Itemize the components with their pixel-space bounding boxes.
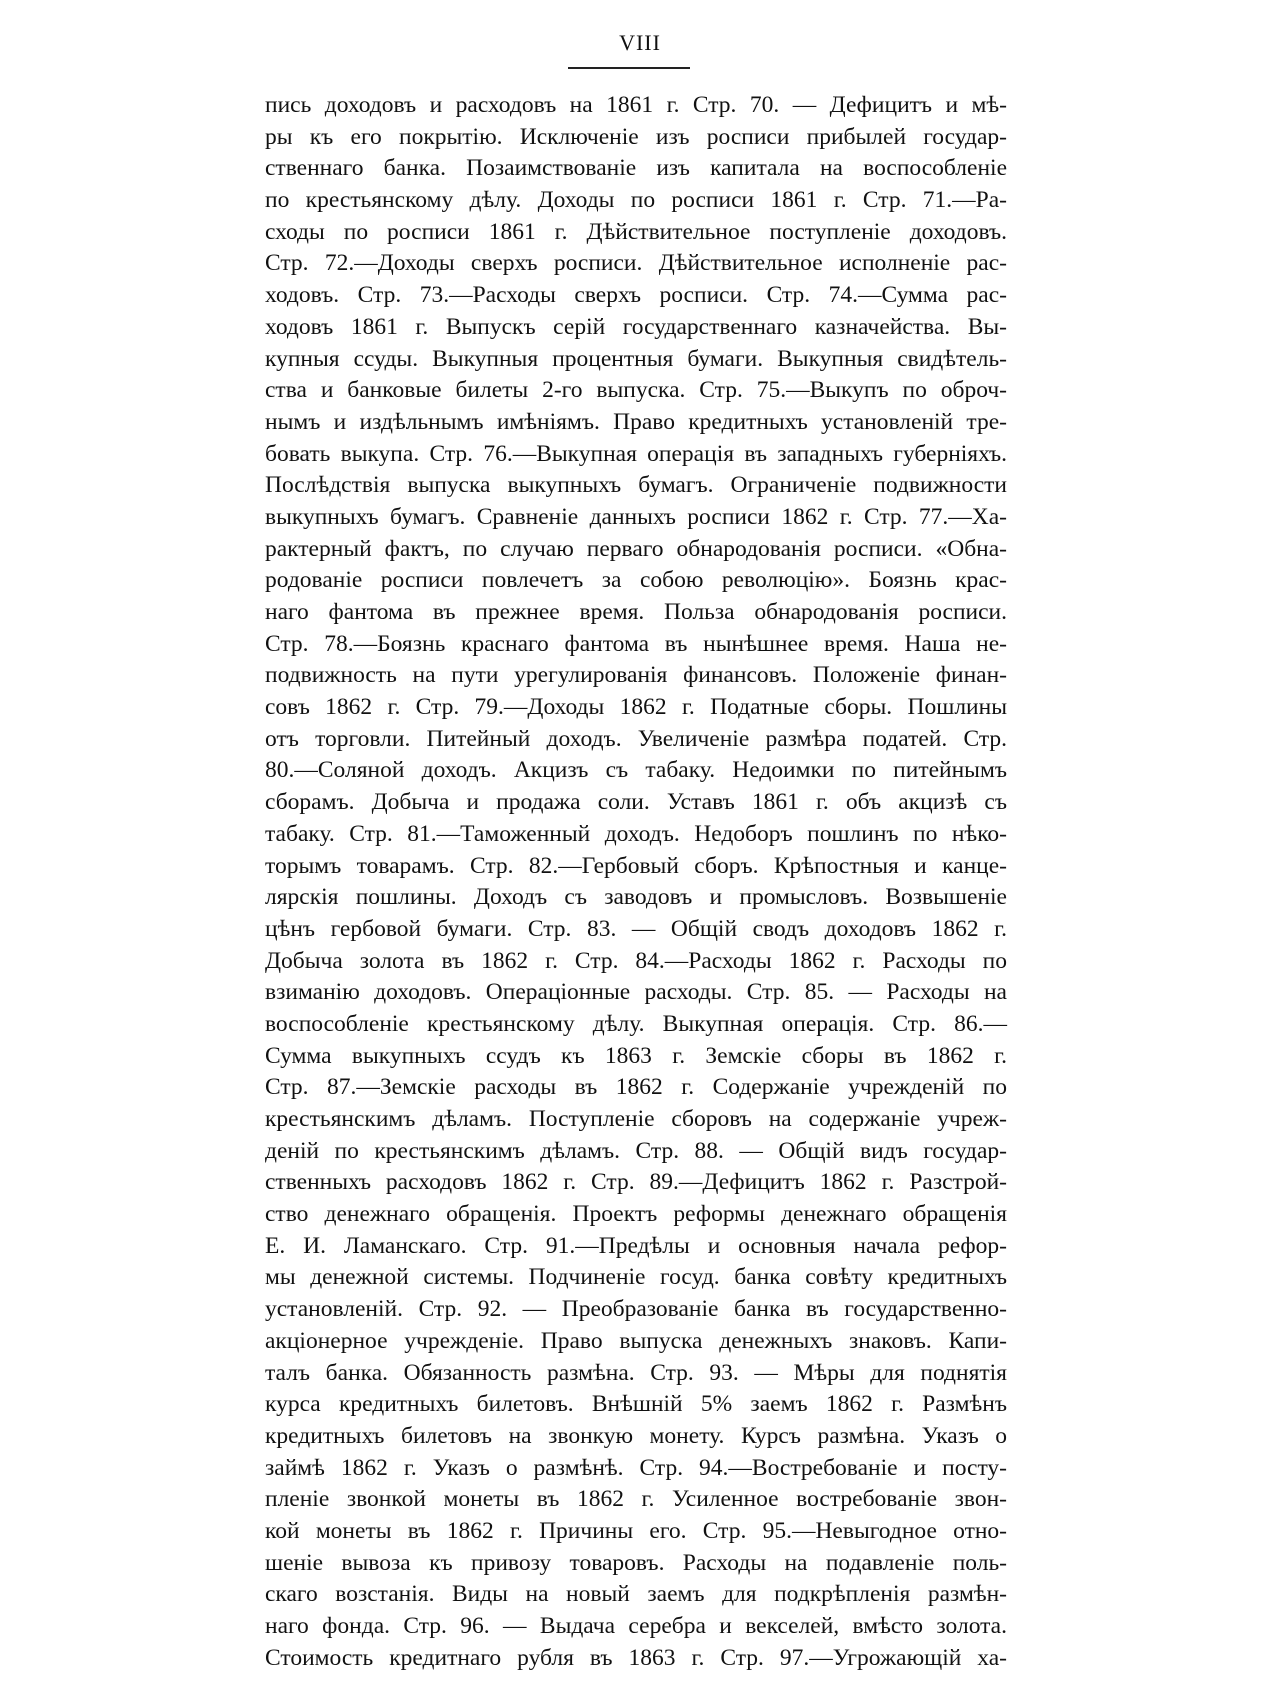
text-line (265, 629, 1007, 661)
text-line (265, 1484, 1007, 1516)
page-number: VIII (619, 30, 661, 55)
text-line (265, 153, 1007, 185)
text-line (265, 755, 1007, 787)
text-line-content: лярскія пошлины. Доходъ съ заводовъ и промысловъ. Возвышеніе (265, 884, 1007, 911)
text-line-content: займѣ 1862 г. Указъ о размѣнѣ. Стр. 94.—Востребованіе и посту- (265, 1454, 1007, 1481)
text-line-content: Стр. 72.—Доходы сверхъ росписи. Дѣйствительное исполненіе рас- (265, 250, 1007, 277)
text-line-content: Е. И. Ламанскаго. Стр. 91.—Предѣлы и основныя начала рефор- (265, 1232, 1007, 1259)
text-line-content: талъ банка. Обязанность размѣна. Стр. 93. — Мѣры для поднятія (265, 1359, 1007, 1386)
text-line-content: бовать выкупа. Стр. 76.—Выкупная операція въ западныхъ губерніяхъ. (265, 440, 1007, 467)
text-line-content: ство денежнаго обращенія. Проектъ реформы денежнаго обращенія (265, 1201, 1007, 1228)
text-line-content: ственнаго банка. Позаимствованіе изъ капитала на воспособленіе (265, 155, 1007, 182)
text-line-content: родованіе росписи повлечетъ за собою революцію». Боязнь крас- (265, 567, 1007, 594)
text-line-content: рактерный фактъ, по случаю перваго обнародованія росписи. «Обна- (265, 535, 1007, 562)
text-line (265, 1009, 1007, 1041)
text-line (265, 851, 1007, 883)
text-line (265, 280, 1007, 312)
text-line-content: курса кредитныхъ билетовъ. Внѣшній 5% заемъ 1862 г. Размѣнъ (265, 1391, 1007, 1418)
text-line (265, 1389, 1007, 1421)
text-line (265, 660, 1007, 692)
text-line (265, 692, 1007, 724)
text-line-content: наго фантома въ прежнее время. Польза обнародованія росписи. (265, 599, 1007, 625)
text-line (265, 185, 1007, 217)
text-line (265, 470, 1007, 502)
text-line-content: деній по крестьянскимъ дѣламъ. Стр. 88. — Общій видъ государ- (265, 1137, 1007, 1164)
text-line (265, 375, 1007, 407)
text-line (265, 534, 1007, 566)
text-line (265, 122, 1007, 154)
text-line-content: ходовъ 1861 г. Выпускъ серій государственнаго казначейства. Вы- (265, 313, 1007, 340)
text-line (265, 1358, 1007, 1390)
text-line (265, 1421, 1007, 1453)
text-line (265, 1104, 1007, 1136)
text-line-content: Сумма выкупныхъ ссудъ къ 1863 г. Земскіе сборы въ 1862 г. (265, 1042, 1007, 1069)
text-line-content: Послѣдствія выпуска выкупныхъ бумагъ. Ограниченіе подвижности (265, 472, 1007, 499)
text-line (265, 1231, 1007, 1263)
text-line (265, 312, 1007, 344)
text-line (265, 1041, 1007, 1073)
text-line (265, 1072, 1007, 1104)
text-line-content: ства и банковые билеты 2-го выпуска. Стр. 75.—Выкупъ по оброч- (265, 377, 1007, 404)
text-line-content: кредитныхъ билетовъ на звонкую монету. Курсъ размѣна. Указъ о (265, 1422, 1007, 1449)
header-rule (568, 67, 690, 69)
text-line-content: выкупныхъ бумагъ. Сравненіе данныхъ росписи 1862 г. Стр. 77.—Ха- (265, 503, 1007, 530)
text-line (265, 787, 1007, 819)
text-line (265, 407, 1007, 439)
text-line (265, 1643, 1007, 1675)
text-line (265, 1294, 1007, 1326)
text-line-content: кой монеты въ 1862 г. Причины его. Стр. 95.—Невыгодное отно- (265, 1517, 1007, 1544)
text-line-content: воспособленіе крестьянскому дѣлу. Выкупная операція. Стр. 86.— (265, 1010, 1007, 1037)
text-line (265, 1167, 1007, 1199)
text-line-content: установленій. Стр. 92. — Преобразованіе банка въ государственно- (265, 1296, 1007, 1323)
text-line (265, 882, 1007, 914)
text-line-content: сборамъ. Добыча и продажа соли. Уставъ 1861 г. объ акцизѣ съ (265, 789, 1007, 816)
text-line (265, 90, 1007, 122)
text-line-content: ры къ его покрытію. Исключеніе изъ росписи прибылей государ- (265, 123, 1007, 150)
text-line (265, 914, 1007, 946)
text-line-content: по крестьянскому дѣлу. Доходы по росписи 1861 г. Стр. 71.—Ра- (265, 187, 1007, 214)
text-line (265, 439, 1007, 471)
text-line-content: скаго возстанія. Виды на новый заемъ для подкрѣпленія размѣн- (265, 1581, 1007, 1608)
text-line-content: пленіе звонкой монеты въ 1862 г. Усиленное востребованіе звон- (265, 1486, 1007, 1513)
text-line (265, 565, 1007, 597)
text-line (265, 1453, 1007, 1485)
text-line-content: подвижность на пути урегулированія финансовъ. Положеніе финан- (265, 662, 1007, 689)
text-line-content: пись доходовъ и расходовъ на 1861 г. Стр. 70. — Дефицитъ и мѣ- (265, 92, 1007, 118)
text-line-content: табаку. Стр. 81.—Таможенный доходъ. Недоборъ пошлинъ по нѣко- (265, 820, 1007, 847)
text-line (265, 1611, 1007, 1643)
text-line-content: совъ 1862 г. Стр. 79.—Доходы 1862 г. Податные сборы. Пошлины (265, 694, 1007, 721)
text-line-content: Стр. 78.—Боязнь краснаго фантома въ нынѣшнее время. Наша не- (265, 630, 1007, 657)
text-line-content: акціонерное учрежденіе. Право выпуска денежныхъ знаковъ. Капи- (265, 1327, 1007, 1354)
text-line-content: нымъ и издѣльнымъ имѣніямъ. Право кредитныхъ установленій тре- (265, 408, 1007, 435)
text-line-content: взиманію доходовъ. Операціонные расходы. Стр. 85. — Расходы на (265, 979, 1007, 1006)
text-line (265, 977, 1007, 1009)
text-line (265, 1136, 1007, 1168)
text-line-content: Стр. 87.—Земскіе расходы въ 1862 г. Содержаніе учрежденій по (265, 1074, 1007, 1101)
text-line (265, 1199, 1007, 1231)
text-line-content: ходовъ. Стр. 73.—Расходы сверхъ росписи. Стр. 74.—Сумма рас- (265, 282, 1007, 309)
text-line (265, 344, 1007, 376)
text-line (265, 1516, 1007, 1548)
text-line-content: торымъ товарамъ. Стр. 82.—Гербовый сборъ. Крѣпостныя и канце- (265, 852, 1007, 879)
text-line-content: 80.—Соляной доходъ. Акцизъ съ табаку. Недоимки по питейнымъ (265, 757, 1007, 784)
text-line (265, 502, 1007, 534)
text-line-content: крестьянскимъ дѣламъ. Поступленіе сборовъ на содержаніе учреж- (265, 1106, 1007, 1132)
text-line (265, 1326, 1007, 1358)
text-line (265, 724, 1007, 756)
text-line (265, 1579, 1007, 1611)
text-line-content: наго фонда. Стр. 96. — Выдача серебра и векселей, вмѣсто золота. (265, 1613, 1007, 1639)
text-line-content: купныя ссуды. Выкупныя процентныя бумаги. Выкупныя свидѣтель- (265, 345, 1007, 372)
text-line-content: шеніе вывоза къ привозу товаровъ. Расходы на подавленіе поль- (265, 1549, 1007, 1576)
text-line (265, 217, 1007, 249)
text-line-content: Добыча золота въ 1862 г. Стр. 84.—Расходы 1862 г. Расходы по (265, 947, 1007, 974)
text-line-content: мы денежной системы. Подчиненіе госуд. банка совѣту кредитныхъ (265, 1264, 1007, 1291)
text-line (265, 946, 1007, 978)
text-line (265, 248, 1007, 280)
text-line-content: ственныхъ расходовъ 1862 г. Стр. 89.—Дефицитъ 1862 г. Разстрой- (265, 1169, 1007, 1196)
page-body-text (265, 90, 1007, 1674)
text-line-content: отъ торговли. Питейный доходъ. Увеличеніе размѣра податей. Стр. (265, 725, 1007, 752)
text-line (265, 819, 1007, 851)
text-line (265, 1262, 1007, 1294)
text-line-content: сходы по росписи 1861 г. Дѣйствительное поступленіе доходовъ. (265, 218, 1007, 245)
text-line-content: Стоимость кредитнаго рубля въ 1863 г. Стр. 97.—Угрожающій ха- (265, 1644, 1007, 1671)
text-line (265, 597, 1007, 629)
text-line-content: цѣнъ гербовой бумаги. Стр. 83. — Общій сводъ доходовъ 1862 г. (265, 915, 1007, 942)
text-line (265, 1548, 1007, 1580)
